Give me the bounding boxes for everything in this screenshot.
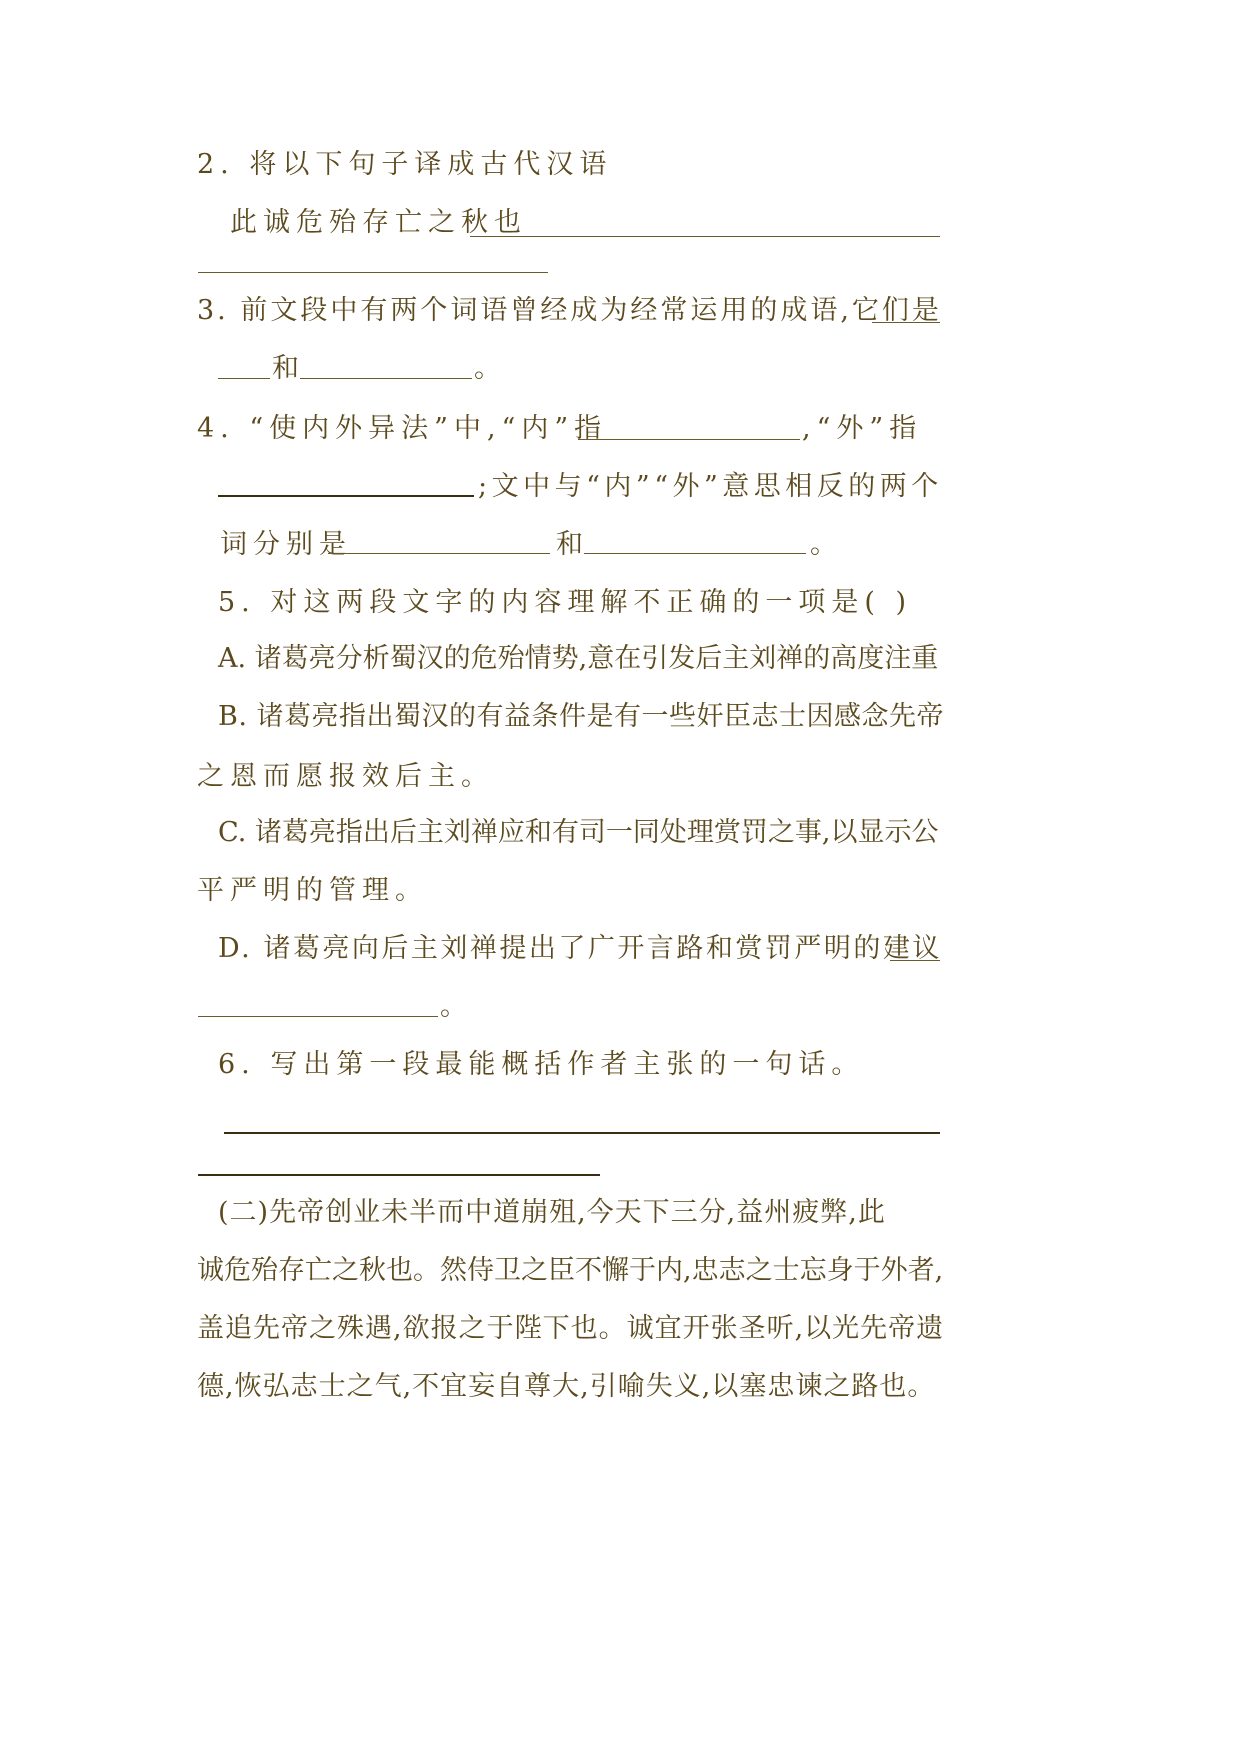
passage-line-4: 德,恢弘志士之气,不宜妄自尊大,引喻失义,以塞忠谏之路也。 bbox=[197, 1371, 936, 1402]
answer-line-3a[interactable] bbox=[872, 322, 940, 323]
question-3-text: 3. 前文段中有两个词语曾经成为经常运用的成语,它们是 bbox=[197, 295, 942, 326]
question-3-end: 。 bbox=[474, 353, 507, 384]
question-4-line2: ;文中与“内”“外”意思相反的两个 bbox=[478, 471, 943, 502]
question-5-option-c-cont: 平严明的管理。 bbox=[197, 875, 428, 906]
answer-line-4c[interactable] bbox=[328, 553, 550, 554]
answer-line-5a[interactable] bbox=[890, 960, 940, 961]
question-4-mid: ,“外”指 bbox=[802, 413, 923, 444]
question-5-option-b[interactable]: B. 诸葛亮指出蜀汉的有益条件是有一些奸臣志士因感念先帝 bbox=[218, 701, 945, 732]
answer-line-3c[interactable] bbox=[300, 378, 472, 379]
answer-line-5b[interactable] bbox=[198, 1016, 438, 1017]
question-2-sentence bbox=[230, 206, 527, 240]
question-2-title: 2. 将以下句子译成古代汉语 bbox=[197, 149, 613, 180]
question-4-end: 。 bbox=[810, 529, 843, 560]
question-5-option-d[interactable]: D. 诸葛亮向后主刘禅提出了广开言路和赏罚严明的建议 bbox=[218, 933, 942, 964]
question-5-option-a[interactable]: A. 诸葛亮分析蜀汉的危殆情势,意在引发后主刘禅的高度注重 bbox=[218, 643, 939, 674]
passage-line-3: 盖追先帝之殊遇,欲报之于陛下也。诚宜开张圣听,以光先帝遗 bbox=[197, 1313, 945, 1344]
question-5-option-c[interactable]: C. 诸葛亮指出后主刘禅应和有司一同处理赏罚之事,以显示公 bbox=[218, 817, 939, 848]
answer-line-6a[interactable] bbox=[224, 1132, 940, 1134]
answer-line-2a[interactable] bbox=[470, 236, 940, 237]
question-5-stem: 5. 对这两段文字的内容理解不正确的一项是( ) bbox=[218, 587, 912, 618]
question-3-and: 和 bbox=[272, 353, 305, 384]
question-4-prefix: 4. “使内外异法”中,“内”指 bbox=[197, 413, 608, 444]
question-4-line3-prefix: 词分别是 bbox=[220, 529, 352, 560]
question-6-text: 6. 写出第一段最能概括作者主张的一句话。 bbox=[218, 1049, 865, 1080]
passage-line-2: 诚危殆存亡之秋也。然侍卫之臣不懈于内,忠志之士忘身于外者, bbox=[197, 1255, 944, 1286]
answer-line-4d[interactable] bbox=[584, 553, 806, 554]
answer-line-4a[interactable] bbox=[578, 439, 800, 440]
passage-line-1: (二)先帝创业未半而中道崩殂,今天下三分,益州疲弊,此 bbox=[218, 1197, 886, 1228]
answer-line-3b[interactable] bbox=[218, 378, 270, 379]
question-2-sentence-text: 此诚危殆存亡之秋也 bbox=[230, 207, 527, 238]
question-5-option-b-cont: 之恩而愿报效后主。 bbox=[197, 761, 494, 792]
answer-line-6b[interactable] bbox=[198, 1174, 600, 1176]
answer-line-2b[interactable] bbox=[198, 272, 548, 273]
question-4-and: 和 bbox=[556, 529, 589, 560]
question-5-d-end: 。 bbox=[440, 991, 473, 1022]
answer-line-4b[interactable] bbox=[218, 495, 474, 497]
